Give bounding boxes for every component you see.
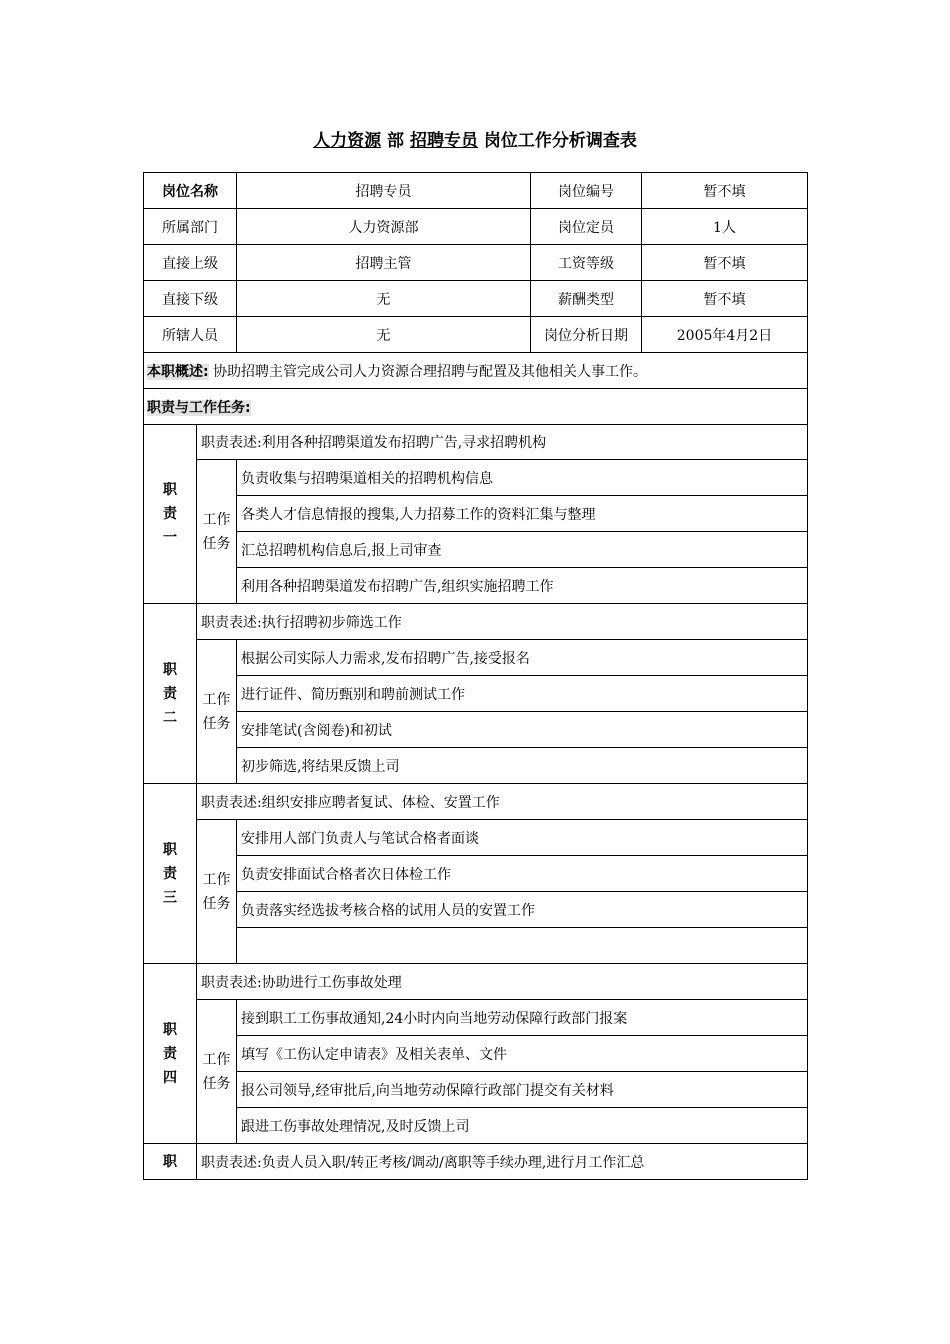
label-headcount: 岗位定员 bbox=[531, 209, 642, 245]
duty-3-task-2: 负责安排面试合格者次日体检工作 bbox=[237, 856, 808, 892]
value-pay-type: 暂不填 bbox=[642, 281, 808, 317]
label-subordinate: 直接下级 bbox=[144, 281, 237, 317]
title-dept: 人力资源 bbox=[313, 131, 382, 151]
job-analysis-table bbox=[143, 172, 808, 1180]
duty-4-task-1: 接到职工工伤事故通知,24小时内向当地劳动保障行政部门报案 bbox=[237, 1000, 808, 1036]
duty-4-task-3: 报公司领导,经审批后,向当地劳动保障行政部门提交有关材料 bbox=[237, 1072, 808, 1108]
value-salary-grade: 暂不填 bbox=[642, 245, 808, 281]
duty-1-task-3: 汇总招聘机构信息后,报上司审查 bbox=[237, 532, 808, 568]
label-department: 所属部门 bbox=[144, 209, 237, 245]
summary-text: 协助招聘主管完成公司人力资源合理招聘与配置及其他相关人事工作。 bbox=[213, 363, 648, 380]
duty-1-task-2: 各类人才信息情报的搜集,人力招募工作的资料汇集与整理 bbox=[237, 496, 808, 532]
duty-4-task-2: 填写《工伤认定申请表》及相关表单、文件 bbox=[237, 1036, 808, 1072]
duty-1-name: 职 责 一 bbox=[144, 425, 197, 604]
value-staff: 无 bbox=[237, 317, 531, 353]
duty-2-task-1: 根据公司实际人力需求,发布招聘广告,接受报名 bbox=[237, 640, 808, 676]
duty-3-task-3: 负责落实经选拔考核合格的试用人员的安置工作 bbox=[237, 892, 808, 928]
value-supervisor: 招聘主管 bbox=[237, 245, 531, 281]
summary-row bbox=[144, 353, 808, 389]
duties-header: 职责与工作任务: bbox=[144, 389, 808, 425]
duty-2-task-4: 初步筛选,将结果反馈上司 bbox=[237, 748, 808, 784]
title-position: 招聘专员 bbox=[409, 131, 478, 151]
label-analysis-date: 岗位分析日期 bbox=[531, 317, 642, 353]
title-suffix: 岗位工作分析调查表 bbox=[483, 131, 637, 151]
summary-label: 本职概述: bbox=[147, 363, 209, 380]
label-staff: 所辖人员 bbox=[144, 317, 237, 353]
label-salary-grade: 工资等级 bbox=[531, 245, 642, 281]
duty-2-task-2: 进行证件、简历甄别和聘前测试工作 bbox=[237, 676, 808, 712]
duty-2-desc: 职责表述:执行招聘初步筛选工作 bbox=[197, 604, 808, 640]
duty-3-task-1: 安排用人部门负责人与笔试合格者面谈 bbox=[237, 820, 808, 856]
duty-3-name: 职 责 三 bbox=[144, 784, 197, 964]
duty-3-desc: 职责表述:组织安排应聘者复试、体检、安置工作 bbox=[197, 784, 808, 820]
duty-3-task-4 bbox=[237, 928, 808, 964]
value-analysis-date: 2005年4月2日 bbox=[642, 317, 808, 353]
page-title bbox=[0, 126, 950, 151]
duty-1-desc: 职责表述:利用各种招聘渠道发布招聘广告,寻求招聘机构 bbox=[197, 425, 808, 460]
duty-2-task-3: 安排笔试(含阅卷)和初试 bbox=[237, 712, 808, 748]
duty-4-name: 职 责 四 bbox=[144, 964, 197, 1144]
duty-2-name: 职 责 二 bbox=[144, 604, 197, 784]
value-subordinate: 无 bbox=[237, 281, 531, 317]
duty-1-task-1: 负责收集与招聘渠道相关的招聘机构信息 bbox=[237, 460, 808, 496]
duty-4-task-label: 工作 任务 bbox=[197, 1000, 237, 1144]
value-position-name: 招聘专员 bbox=[237, 173, 531, 209]
value-department: 人力资源部 bbox=[237, 209, 531, 245]
duty-2-task-label: 工作 任务 bbox=[197, 640, 237, 784]
duty-5-desc: 职责表述:负责人员入职/转正考核/调动/离职等手续办理,进行月工作汇总 bbox=[197, 1144, 808, 1180]
value-headcount: 1人 bbox=[642, 209, 808, 245]
duty-5-name: 职 bbox=[144, 1144, 197, 1180]
duty-4-desc: 职责表述:协助进行工伤事故处理 bbox=[197, 964, 808, 1000]
duty-3-task-label: 工作 任务 bbox=[197, 820, 237, 964]
title-sep: 部 bbox=[387, 131, 405, 151]
label-pay-type: 薪酬类型 bbox=[531, 281, 642, 317]
label-position-code: 岗位编号 bbox=[531, 173, 642, 209]
duty-4-task-4: 跟进工伤事故处理情况,及时反馈上司 bbox=[237, 1108, 808, 1144]
duty-1-task-label: 工作 任务 bbox=[197, 460, 237, 604]
value-position-code: 暂不填 bbox=[642, 173, 808, 209]
label-position-name: 岗位名称 bbox=[144, 173, 237, 209]
label-supervisor: 直接上级 bbox=[144, 245, 237, 281]
duty-1-task-4: 利用各种招聘渠道发布招聘广告,组织实施招聘工作 bbox=[237, 568, 808, 604]
